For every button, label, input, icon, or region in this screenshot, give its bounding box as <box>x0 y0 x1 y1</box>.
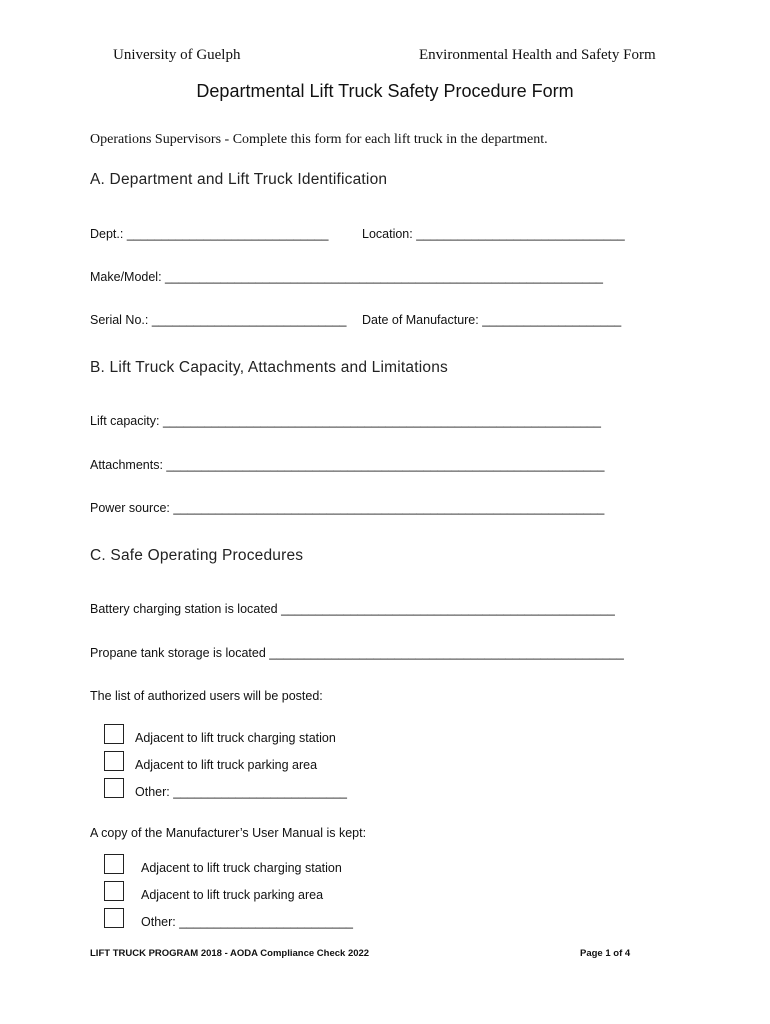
intro-text: Operations Supervisors - Complete this form for each lift truck in the department. <box>90 132 548 147</box>
power-source-field[interactable]: Power source: ______________________________________________________________ <box>90 501 605 515</box>
page-title: Departmental Lift Truck Safety Procedure Form <box>196 81 574 101</box>
users-other-checkbox[interactable] <box>104 778 124 798</box>
users-charging-checkbox[interactable] <box>104 724 124 744</box>
propane-storage-field[interactable]: Propane tank storage is located ___________________________________________________ <box>90 646 624 660</box>
manual-other-checkbox[interactable] <box>104 908 124 928</box>
users-charging-label: Adjacent to lift truck charging station <box>135 731 336 745</box>
authorized-users-label: The list of authorized users will be posted: <box>90 689 323 703</box>
serial-no-field[interactable]: Serial No.: ____________________________ <box>90 313 347 327</box>
header-left: University of Guelph <box>113 47 241 63</box>
manual-parking-checkbox[interactable] <box>104 881 124 901</box>
attachments-field[interactable]: Attachments: _______________________________________________________________ <box>90 458 605 472</box>
header-right: Environmental Health and Safety Form <box>419 47 656 63</box>
manual-charging-checkbox[interactable] <box>104 854 124 874</box>
section-c-heading: C. Safe Operating Procedures <box>90 547 304 564</box>
make-model-field[interactable]: Make/Model: _______________________________________________________________ <box>90 270 604 284</box>
location-field[interactable]: Location: ______________________________ <box>362 227 625 241</box>
user-manual-label: A copy of the Manufacturer’s User Manual is kept: <box>90 826 367 840</box>
manual-other-field[interactable]: Other: _________________________ <box>141 915 354 929</box>
users-other-field[interactable]: Other: _________________________ <box>135 785 348 799</box>
users-parking-label: Adjacent to lift truck parking area <box>135 758 318 772</box>
dept-field[interactable]: Dept.: _____________________________ <box>90 227 329 241</box>
battery-station-field[interactable]: Battery charging station is located ________________________________________________ <box>90 602 615 616</box>
section-b-heading: B. Lift Truck Capacity, Attachments and Limitations <box>90 359 448 376</box>
lift-capacity-field[interactable]: Lift capacity: _______________________________________________________________ <box>90 414 601 428</box>
footer-program: LIFT TRUCK PROGRAM 2018 - AODA Compliance Check 2022 <box>90 948 370 959</box>
section-a-heading: A. Department and Lift Truck Identification <box>90 171 388 188</box>
date-of-manufacture-field[interactable]: Date of Manufacture: ____________________ <box>362 313 622 327</box>
manual-charging-label: Adjacent to lift truck charging station <box>141 861 342 875</box>
footer-page-number: Page 1 of 4 <box>580 948 631 959</box>
manual-parking-label: Adjacent to lift truck parking area <box>141 888 324 902</box>
users-parking-checkbox[interactable] <box>104 751 124 771</box>
